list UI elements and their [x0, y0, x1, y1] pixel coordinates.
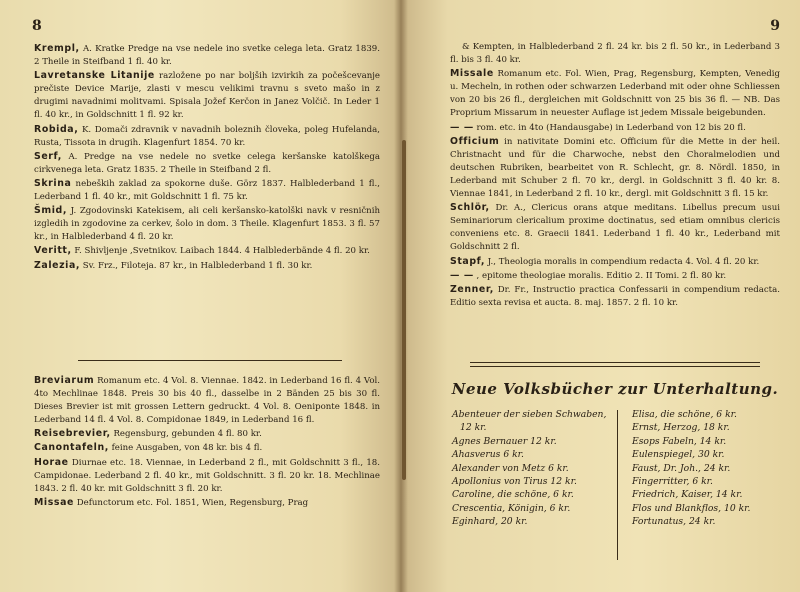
catalog-entry	[450, 67, 780, 120]
list-item: Eginhard, 20 kr.	[452, 516, 528, 528]
catalog-entry	[34, 123, 380, 150]
entry-text: Regensburg, gebunden 4 fl. 80 kr.	[110, 429, 262, 440]
catalog-entry	[34, 177, 380, 204]
list-item: Friedrich, Kaiser, 14 kr.	[632, 489, 743, 501]
entry-head: — —	[450, 121, 474, 133]
list-item: Ahasverus 6 kr.	[452, 449, 524, 461]
list-item: 12 kr.	[460, 422, 487, 434]
entry-text: in nativitate Domini etc. Officium für die Mette in der heil. Christnacht und für die Charwoche, nebst den Choralmelodien und deutschen Rubriken, bearbeitet von R. Schlecht, gr. 8. Nördl. 1850, in Lederband mit Schuber 2 fl. 70 kr., dergl. in Goldschnitt 3 fl. 40 kr. 8. Viennae 1841, in Lederband 2 fl. 10 kr., dergl. mit Goldschnitt 3 fl. 15 kr.	[450, 136, 780, 200]
catalog-entry	[450, 135, 780, 201]
catalog-entry	[34, 456, 380, 496]
entry-head: — —	[450, 269, 474, 281]
right-top-entries	[450, 40, 780, 310]
entry-head: Zenner,	[450, 283, 494, 295]
entry-head: Missae	[34, 496, 74, 508]
catalog-entry	[450, 255, 780, 269]
entry-head: Breviarum	[34, 375, 95, 386]
entry-head: Zalezia,	[34, 259, 81, 271]
catalog-entry	[34, 496, 380, 510]
section-divider	[78, 360, 342, 361]
left-top-entries	[34, 42, 380, 273]
page-number-left: 8	[32, 18, 42, 34]
catalog-entry	[34, 441, 380, 455]
entry-text: & Kempten, in Halblederband 2 fl. 24 kr. bis 2 fl. 50 kr., in Lederband 3 fl. bis 3 fl. 40 kr.	[450, 42, 780, 66]
book-list-right	[632, 408, 782, 529]
entry-head: Veritt,	[34, 245, 72, 257]
binding-thread	[402, 140, 406, 480]
entry-text: nebeških zaklad za spokorne duše. Görz 1837. Halblederband 1 fl., Lederband 1 fl. 40 kr., mit Goldschnitt 1 fl. 75 kr.	[34, 178, 380, 203]
entry-text: Diurnae etc. 18. Viennae, in Lederband 2 fl., mit Goldschnitt 3 fl., 18. Campidonae. Lederband 2 fl. 40 kr., mit Goldschnitt. 3 fl. 20 kr. 18. Mechlinae 1843. 2 fl. 40 kr. mit Goldschnitt 3 fl. 20 kr.	[34, 457, 380, 494]
section-divider	[470, 366, 760, 367]
entry-head: Canontafeln,	[34, 442, 109, 454]
list-item: Ernst, Herzog, 18 kr.	[632, 422, 730, 434]
list-item: Faust, Dr. Joh., 24 kr.	[632, 462, 731, 474]
catalog-entry	[34, 259, 380, 273]
entry-text: K. Domači zdravnik v navadnih boleznih človeka, poleg Hufelanda, Rusta, Tissota in drugih. Klagenfurt 1854. 70 kr.	[34, 124, 380, 148]
list-item: Crescentia, Königin, 6 kr.	[452, 502, 571, 514]
list-item: Fingerritter, 6 kr.	[632, 476, 713, 488]
entry-text: Romanum etc. Fol. Wien, Prag, Regensburg, Kempten, Venedig u. Mecheln, in rothen oder schwarzen Lederband mit oder ohne Schliessen von 20 bis 26 fl., dergleichen mit Goldschnitt von 25 bis 36 fl. — NB. Das Proprium Missarum in neuester Auflage ist jedem Missale beigebunden.	[450, 69, 780, 119]
column-divider	[617, 410, 618, 560]
entry-head: Skrina	[34, 177, 72, 189]
entry-text: razložene po nar boljših izvirkih za počešcevanje prečiste Device Marije, zlasti v mescu velikimi travnu s sveto mašo in z drugimi navadnimi molitvami. Spisala Jožef Kerčon in Janez Volčič. In Leder 1 fl. 40 kr., in Goldschnitt 1 fl. 92 kr.	[34, 71, 380, 121]
left-bottom-entries	[34, 374, 380, 510]
entry-head: Schlör,	[450, 202, 490, 214]
catalog-entry	[450, 40, 780, 67]
entry-text: feine Ausgaben, von 48 kr. bis 4 fl.	[108, 443, 263, 454]
entry-text: rom. etc. in 4to (Handausgabe) in Lederband von 12 bis 20 fl.	[473, 122, 746, 133]
catalog-entry	[34, 69, 380, 122]
entry-head: Šmid,	[34, 205, 68, 217]
section-divider	[470, 362, 760, 363]
catalog-entry	[450, 201, 780, 254]
list-item: Alexander von Metz 6 kr.	[452, 462, 569, 474]
entry-text: J. Zgodovinski Katekisem, ali celi keršansko-katolški navk v resničnih izgledih in zgodovine za cerkev, šolo in dom. 3 Theile. Klagenfurt 1853. 3 fl. 57 kr., in Halblederband 4 fl. 20 kr.	[34, 206, 380, 243]
entry-text: Dr. A., Clericus orans atque meditans. Libellus precum usui Seminariorum clericalium proxime doctinatus, sed etiam omnibus clericis conveniens etc. 8. Graecii 1841. Lederband 1 fl. 40 kr., Lederband mit Goldschnitt 2 fl.	[450, 203, 780, 253]
catalog-entry	[34, 42, 380, 69]
entry-text: J., Theologia moralis in compendium redacta 4. Vol. 4 fl. 20 kr.	[485, 256, 760, 267]
list-item: Flos und Blankflos, 10 kr.	[632, 502, 751, 514]
list-item: Agnes Bernauer 12 kr.	[452, 435, 557, 447]
catalog-entry	[34, 374, 380, 427]
entry-text: A. Predge na vse nedele no svetke celega keršanske katolškega cirkvenega leta. Gratz 1835. 2 Theile in Steifband 2 fl.	[34, 151, 380, 175]
entry-head: Robida,	[34, 123, 79, 135]
catalog-entry	[450, 121, 780, 135]
catalog-entry	[34, 150, 380, 177]
list-item: Esops Fabeln, 14 kr.	[632, 435, 727, 447]
entry-text: Romanum etc. 4 Vol. 8. Viennae. 1842. in Lederband 16 fl. 4 Vol. 4to Mechlinae 1848. Preis 30 bis 40 fl., dasselbe in 2 Bänden 25 bis 30 fl. Dieses Brevier ist mit grossen Lettern gedruckt. 4 Vol. 8. Oeniponte 1848. in Lederband 14 fl. 4 Vol. 8. Compidonae 1849, in Lederband 16 fl.	[34, 376, 380, 426]
catalog-entry	[34, 204, 380, 244]
entry-text: F. Shivljenje ,Svetnikov. Laibach 1844. 4 Halblederbände 4 fl. 20 kr.	[71, 246, 370, 257]
catalog-entry	[34, 244, 380, 258]
list-item: Elisa, die schöne, 6 kr.	[632, 409, 737, 420]
list-item: Caroline, die schöne, 6 kr.	[452, 489, 574, 501]
catalog-entry	[450, 269, 780, 283]
book-list-left	[452, 408, 612, 529]
entry-text: Defunctorum etc. Fol. 1851, Wien, Regensburg, Prag	[74, 497, 309, 508]
list-item: Fortunatus, 24 kr.	[632, 516, 716, 528]
entry-head: Stapf,	[450, 255, 485, 267]
list-item: Abenteuer der sieben Schwaben,	[452, 409, 607, 420]
entry-head: Lavretanske Litanije	[34, 70, 155, 82]
page-number-right: 9	[770, 18, 780, 34]
catalog-entry	[34, 427, 380, 441]
entry-head: Officium	[450, 135, 500, 147]
entry-text: , epitome theologiae moralis. Editio 2. II Tomi. 2 fl. 80 kr.	[473, 270, 727, 281]
entry-head: Krempl,	[34, 43, 80, 54]
catalog-entry	[450, 283, 780, 310]
list-item: Eulenspiegel, 30 kr.	[632, 449, 725, 461]
entry-head: Horae	[34, 456, 69, 468]
entry-head: Reisebrevier,	[34, 428, 111, 440]
entry-head: Missale	[450, 68, 494, 80]
list-item: Apollonius von Tirus 12 kr.	[452, 476, 577, 488]
entry-text: Sv. Frz., Filoteja. 87 kr., in Halblederband 1 fl. 30 kr.	[80, 260, 313, 271]
entry-text: A. Kratke Predge na vse nedele ino svetke celega leta. Gratz 1839. 2 Theile in Steifband 1 fl. 40 kr.	[34, 44, 380, 68]
entry-head: Serf,	[34, 150, 62, 162]
entry-text: Dr. Fr., Instructio practica Confessarii in compendium redacta. Editio sexta revisa et aucta. 8. maj. 1857. 2 fl. 10 kr.	[450, 284, 780, 308]
section-heading: Neue Volksbücher zur Unterhaltung.	[451, 380, 779, 398]
